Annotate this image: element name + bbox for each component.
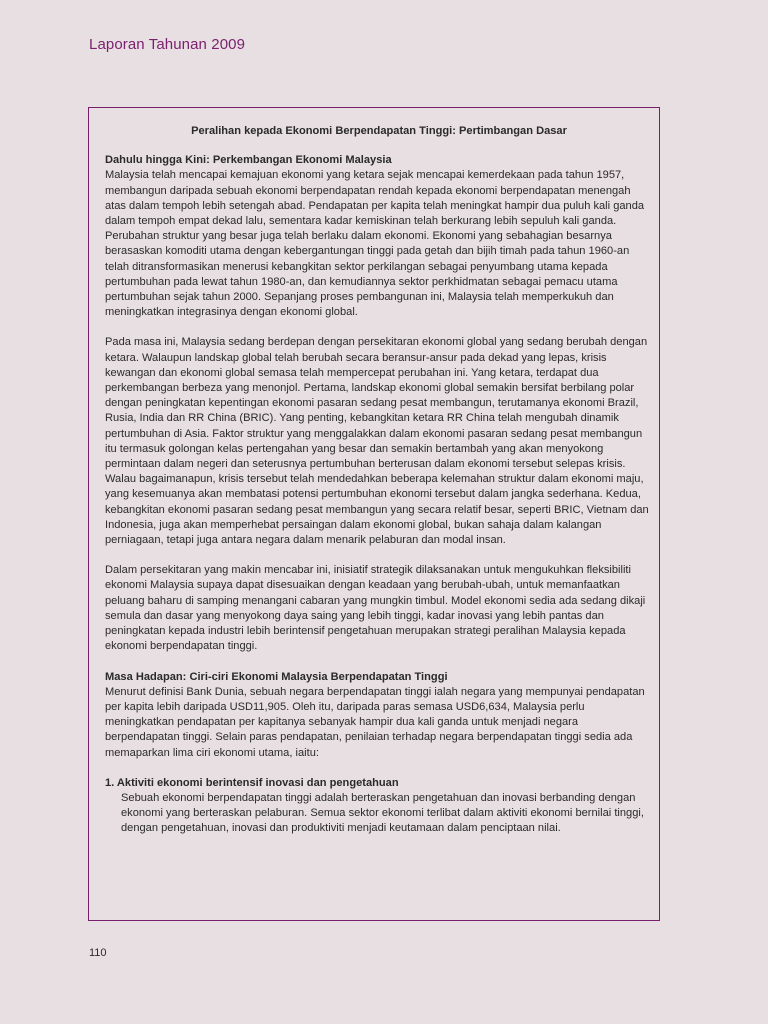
- box-title: Peralihan kepada Ekonomi Berpendapatan Tinggi: Pertimbangan Dasar: [191, 125, 567, 137]
- list-item-1-body: Sebuah ekonomi berpendapatan tinggi adalah berteraskan pengetahuan dan inovasi berbanding dengan ekonomi yang berteraskan pelaburan. Semua sektor ekonomi terlibat dalam aktiviti ekonomi bernilai tinggi, dengan pengetahuan, inovasi dan produktiviti menjadi keutamaan dalam penciptaan nilai.: [121, 791, 644, 835]
- section-heading-future: Masa Hadapan: Ciri-ciri Ekonomi Malaysia Berpendapatan Tinggi: [105, 670, 448, 683]
- paragraph-1: Malaysia telah mencapai kemajuan ekonomi yang ketara sejak mencapai kemerdekaan pada tahun 1957, membangun daripada sebuah ekonomi berpendapatan rendah kepada ekonomi berpendapatan menengah atas dalam tempoh lebih setengah abad. Pendapatan per kapita telah meningkat hampir dua puluh kali ganda dalam tempoh empat dekad lalu, sementara kadar kemiskinan telah berkurang lebih sepuluh kali ganda. Perubahan struktur yang besar juga telah berlaku dalam ekonomi. Ekonomi yang sebahagian besarnya berasaskan komoditi utama dengan kebergantungan tinggi pada getah dan bijih timah pada tahun 1960-an telah ditransformasikan menerusi kebangkitan sektor perkilangan sebagai penyumbang utama kepada pertumbuhan pada lewat tahun 1980-an, dan kemudiannya sektor perkhidmatan sebagai pemacu utama pertumbuhan sejak tahun 2000. Sepanjang proses pembangunan ini, Malaysia telah memperkukuh dan meningkatkan integrasinya dengan ekonomi global.: [105, 169, 645, 319]
- page-number: 110: [89, 947, 107, 959]
- paragraph-4: Menurut definisi Bank Dunia, sebuah negara berpendapatan tinggi ialah negara yang mempunyai pendapatan per kapita lebih daripada USD11,905. Oleh itu, daripada paras semasa USD6,634, Malaysia perlu meningkatkan pendapatan per kapitanya sebanyak hampir dua kali ganda untuk menjadi negara berpendapatan tinggi. Selain paras pendapatan, penilaian terhadap negara berpendapatan tinggi sedia ada memaparkan lima ciri ekonomi utama, iaitu:: [105, 685, 645, 759]
- section-heading-past-present: Dahulu hingga Kini: Perkembangan Ekonomi Malaysia: [105, 154, 392, 167]
- info-box-content: [105, 124, 653, 837]
- paragraph-2: Pada masa ini, Malaysia sedang berdepan dengan persekitaran ekonomi global yang sedang berubah dengan ketara. Walaupun landskap global telah berubah secara beransur-ansur pada dekad yang lepas, krisis kewangan dan ekonomi global semasa telah mempercepat perubahan ini. Yang ketara, terdapat dua perkembangan berbeza yang menonjol. Pertama, landskap ekonomi global semakin bersifat berbilang polar dengan peningkatan kepentingan ekonomi pasaran sedang pesat membangun, terutamanya ekonomi Brazil, Rusia, India dan RR China (BRIC). Yang penting, kebangkitan ketara RR China telah mengubah dinamik pertumbuhan di Asia. Faktor struktur yang menggalakkan dalam ekonomi pasaran sedang pesat membangun itu termasuk golongan kelas pertengahan yang besar dan semakin bertambah yang akan menyokong permintaan dalam negeri dan seterusnya pertumbuhan berterusan dalam ekonomi tersebut selepas krisis. Walau bagaimanapun, krisis tersebut telah mendedahkan beberapa kelemahan struktur dalam ekonomi maju, yang kesemuanya akan membatasi potensi pertumbuhan ekonomi tersebut dalam jangka sederhana. Kedua, kebangkitan ekonomi pasaran sedang pesat membangun yang secara relatif besar, seperti BRIC, Vietnam dan Indonesia, juga akan memperhebat persaingan dalam ekonomi global, bukan sahaja dalam kalangan perniagaan, tetapi juga antara negara dalam menarik pelaburan dan modal insan.: [105, 336, 649, 547]
- list-item-1-title: 1. Aktiviti ekonomi berintensif inovasi dan pengetahuan: [105, 776, 399, 789]
- paragraph-3: Dalam persekitaran yang makin mencabar ini, inisiatif strategik dilaksanakan untuk mengukuhkan fleksibiliti ekonomi Malaysia supaya dapat disesuaikan dengan keadaan yang berubah-ubah, untuk memanfaatkan peluang baharu di samping menangani cabaran yang mungkin timbul. Model ekonomi sedia ada sedang dikaji semula dan dasar yang menyokong daya saing yang lebih tinggi, kadar inovasi yang lebih pantas dan peningkatan kepada industri lebih berintensif pengetahuan merupakan strategi peralihan Malaysia kepada ekonomi berpendapatan tinggi.: [105, 564, 646, 653]
- info-box: [88, 107, 660, 921]
- report-header-title: Laporan Tahunan 2009: [89, 36, 246, 53]
